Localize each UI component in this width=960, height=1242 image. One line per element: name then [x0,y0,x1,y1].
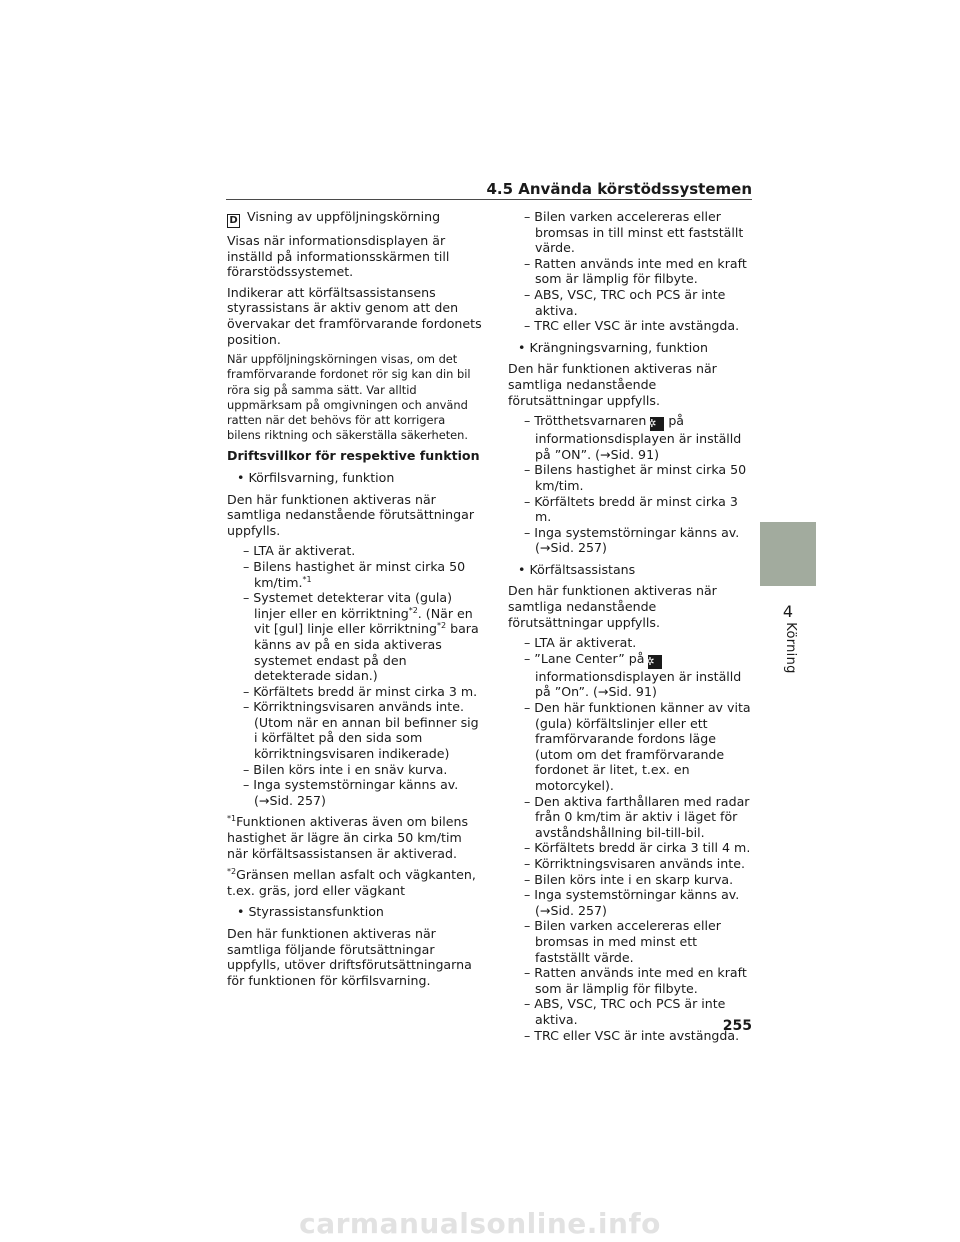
chapter-label: Körning [783,622,798,674]
condition-item: – Bilen varken accelereras eller bromsas in till minst ett fastställt värde. [524,209,744,256]
condition-item: – Körfältets bredd är minst cirka 3 m. [243,683,478,699]
condition-item: – Inga systemstörningar känns av. (→Sid. 257) [243,777,459,808]
section-title: 4.5 Använda körstödssystemen [486,180,752,198]
paragraph: Den här funktionen aktiveras när samtliga följande förutsättningar uppfylls, utöver driftsförutsättningarna för funktionen för körfilsvarning. [227,926,472,988]
left-column [227,209,482,993]
paragraph: Den här funktionen aktiveras när samtliga nedanstående förutsättningar uppfylls. [508,583,717,630]
paragraph: Den här funktionen aktiveras när samtliga nedanstående förutsättningar uppfylls. [227,491,475,538]
condition-item: – ABS, VSC, TRC och PCS är inte aktiva. [524,286,726,318]
condition-item: – Körfältets bredd är minst cirka 3 m. [524,493,738,525]
header-divider [226,199,752,200]
condition-item: – LTA är aktiverat. [524,635,637,651]
bullet-item: • Körfilsvarning, funktion [237,469,395,485]
condition-item: – Bilen varken accelereras eller bromsas in med minst ett fastställt värde. [524,918,721,965]
watermark: carmanualsonline.info [299,1207,661,1240]
condition-item: – TRC eller VSC är inte avstängda. [524,318,740,334]
right-column [508,209,753,1043]
condition-item: – LTA är aktiverat. [243,543,356,559]
condition-item: – ”Lane Center” på✲informationsdisplayen är inställd på ”On”. (→Sid. 91) [524,650,742,700]
condition-item: – Körriktningsvisaren används inte. (Utom när en annan bil befinner sig i körfältet på den sida som körriktningsvisaren indikerade) [243,699,479,762]
page-number: 255 [722,1018,752,1034]
condition-item: – Körfältets bredd är cirka 3 till 4 m. [524,840,751,856]
settings-icon: ✲ [650,417,664,431]
chapter-number: 4 [782,602,794,621]
condition-item: – ABS, VSC, TRC och PCS är inte aktiva. [524,996,726,1027]
bullet-item: • Körfältsassistans [518,561,636,577]
condition-item: – Bilen körs inte i en snäv kurva. [243,761,448,777]
letter-d-icon: D [227,214,240,228]
condition-item: – Ratten används inte med en kraft som är lämplig för filbyte. [524,965,747,996]
chapter-tab [760,522,816,586]
condition-item: – TRC eller VSC är inte avstängda. [524,1027,740,1043]
bullet-item: • Krängningsvarning, funktion [518,339,708,355]
condition-item: – Ratten används inte med en kraft som är lämplig för filbyte. [524,255,747,287]
display-title-text: Visning av uppföljningskörning [247,209,441,224]
paragraph: Den här funktionen aktiveras när samtliga nedanstående förutsättningar uppfylls. [508,361,717,408]
paragraph: Indikerar att körfältsassistansens styrassistans är aktiv genom att den övervakar det framförvarande fordonets position. [227,284,482,347]
condition-item: – Den här funktionen känner av vita (gula) körfältslinjer eller ett framförvarande fordons läge (utom om det framförvarande fordonet är litet, t.ex. en motorcykel). [524,700,751,793]
condition-item: – Körriktningsvisaren används inte. [524,855,745,871]
settings-icon: ✲ [648,655,662,669]
condition-item: – Bilen körs inte i en skarp kurva. [524,871,734,887]
condition-item: – Inga systemstörningar känns av. (→Sid. 257) [524,524,740,556]
paragraph: Visas när informationsdisplayen är inställd på informationsskärmen till förarstödssystemet. [227,233,450,280]
condition-item: – Bilens hastighet är minst cirka 50 km/tim.$^{*1}$ [243,558,466,590]
note-paragraph: När uppföljningskörningen visas, om det framförvarande fordonet rör sig kan din bil röra sig på samma sätt. Var alltid uppmärksam på omgivningen och använd ratten när det behövs för att korrigera bilens riktning och säkerställa säkerheten. [227,352,471,443]
condition-item: – Systemet detekterar vita (gula) linjer eller en körriktning$^{*2}$. (När en vit [gul] linje eller körriktning$^{*2}$ bara känns av på en sida aktiveras systemet endast på den detekterade sidan.) [243,590,479,684]
footnote: $^{*1}$Funktionen aktiveras även om bilens hastighet är lägre än cirka 50 km/tim när körfältsassistansen är aktiverad. [227,814,469,861]
footnote: $^{*2}$Gränsen mellan asfalt och vägkanten, t.ex. gräs, jord eller vägkant [227,867,476,898]
condition-item: – Trötthetsvarnaren✲ på informationsdisplayen är inställd på ”ON”. (→Sid. 91) [524,413,742,462]
bullet-item: • Styrassistansfunktion [237,904,384,920]
section-heading: Driftsvillkor för respektive funktion [227,448,480,464]
condition-item: – Bilens hastighet är minst cirka 50 km/tim. [524,462,747,493]
display-title [227,209,482,228]
condition-item: – Inga systemstörningar känns av. (→Sid. 257) [524,887,740,918]
condition-item: – Den aktiva farthållaren med radar från 0 km/tim är aktiv i läget för avståndshållning bil-till-bil. [524,793,750,840]
